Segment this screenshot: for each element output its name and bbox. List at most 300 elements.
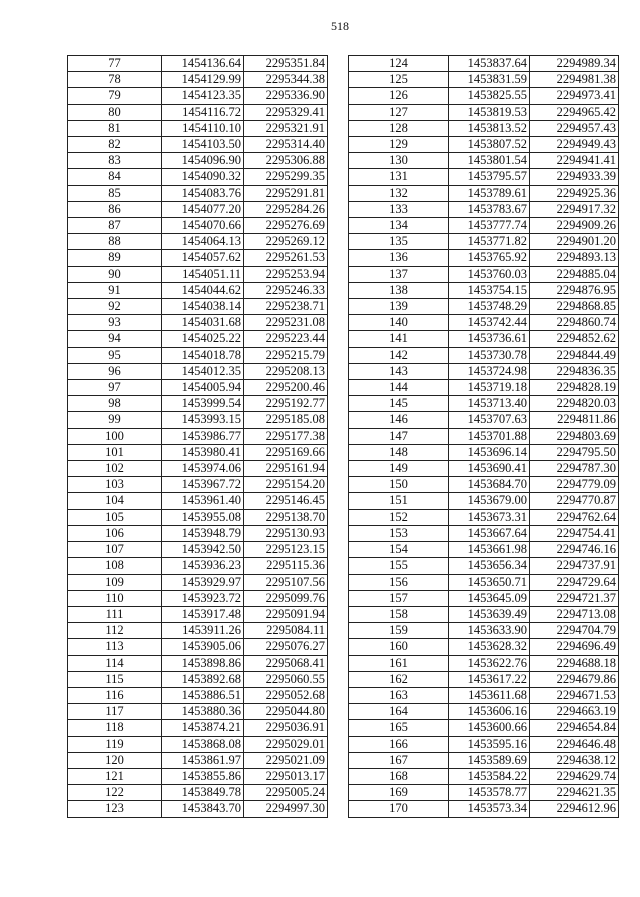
point-number-cell: 108	[68, 558, 162, 574]
table-row	[349, 120, 619, 136]
table-row	[349, 752, 619, 768]
point-number-cell: 128	[349, 120, 449, 136]
y-coordinate-cell: 2295052.68	[244, 687, 328, 703]
y-coordinate-cell: 2295146.45	[244, 493, 328, 509]
x-coordinate-cell: 1454070.66	[162, 218, 244, 234]
table-row	[68, 428, 328, 444]
coordinates-table-left	[67, 55, 328, 818]
table-row	[349, 687, 619, 703]
point-number-cell: 107	[68, 542, 162, 558]
y-coordinate-cell: 2294901.20	[530, 234, 619, 250]
table-row	[349, 412, 619, 428]
y-coordinate-cell: 2294981.38	[530, 72, 619, 88]
y-coordinate-cell: 2294836.35	[530, 363, 619, 379]
point-number-cell: 158	[349, 606, 449, 622]
x-coordinate-cell: 1453980.41	[162, 444, 244, 460]
point-number-cell: 102	[68, 461, 162, 477]
table-row	[349, 720, 619, 736]
x-coordinate-cell: 1454110.10	[162, 120, 244, 136]
x-coordinate-cell: 1453892.68	[162, 671, 244, 687]
table-row	[68, 720, 328, 736]
table-row	[68, 768, 328, 784]
point-number-cell: 147	[349, 428, 449, 444]
y-coordinate-cell: 2295253.94	[244, 266, 328, 282]
y-coordinate-cell: 2294828.19	[530, 380, 619, 396]
table-row	[68, 104, 328, 120]
y-coordinate-cell: 2294893.13	[530, 250, 619, 266]
point-number-cell: 129	[349, 137, 449, 153]
x-coordinate-cell: 1454129.99	[162, 72, 244, 88]
point-number-cell: 144	[349, 380, 449, 396]
table-row	[349, 363, 619, 379]
point-number-cell: 122	[68, 785, 162, 801]
x-coordinate-cell: 1453578.77	[449, 785, 530, 801]
y-coordinate-cell: 2294941.41	[530, 153, 619, 169]
table-row	[349, 785, 619, 801]
table-row	[68, 542, 328, 558]
point-number-cell: 141	[349, 331, 449, 347]
y-coordinate-cell: 2294638.12	[530, 752, 619, 768]
table-row	[349, 169, 619, 185]
y-coordinate-cell: 2295021.09	[244, 752, 328, 768]
x-coordinate-cell: 1454057.62	[162, 250, 244, 266]
x-coordinate-cell: 1453936.23	[162, 558, 244, 574]
point-number-cell: 120	[68, 752, 162, 768]
point-number-cell: 91	[68, 282, 162, 298]
table-row	[349, 525, 619, 541]
y-coordinate-cell: 2295005.24	[244, 785, 328, 801]
point-number-cell: 143	[349, 363, 449, 379]
x-coordinate-cell: 1453967.72	[162, 477, 244, 493]
point-number-cell: 84	[68, 169, 162, 185]
table-row	[349, 428, 619, 444]
y-coordinate-cell: 2294729.64	[530, 574, 619, 590]
point-number-cell: 97	[68, 380, 162, 396]
table-row	[349, 347, 619, 363]
table-row	[349, 299, 619, 315]
y-coordinate-cell: 2295246.33	[244, 282, 328, 298]
x-coordinate-cell: 1453696.14	[449, 444, 530, 460]
table-row	[349, 590, 619, 606]
point-number-cell: 162	[349, 671, 449, 687]
x-coordinate-cell: 1453724.98	[449, 363, 530, 379]
point-number-cell: 140	[349, 315, 449, 331]
y-coordinate-cell: 2295284.26	[244, 201, 328, 217]
y-coordinate-cell: 2294663.19	[530, 704, 619, 720]
point-number-cell: 93	[68, 315, 162, 331]
point-number-cell: 81	[68, 120, 162, 136]
point-number-cell: 127	[349, 104, 449, 120]
table-row	[68, 606, 328, 622]
point-number-cell: 88	[68, 234, 162, 250]
y-coordinate-cell: 2294612.96	[530, 801, 619, 817]
table-row	[349, 56, 619, 72]
y-coordinate-cell: 2295306.88	[244, 153, 328, 169]
point-number-cell: 114	[68, 655, 162, 671]
table-row	[349, 137, 619, 153]
point-number-cell: 106	[68, 525, 162, 541]
point-number-cell: 92	[68, 299, 162, 315]
y-coordinate-cell: 2294803.69	[530, 428, 619, 444]
x-coordinate-cell: 1453573.34	[449, 801, 530, 817]
x-coordinate-cell: 1454123.35	[162, 88, 244, 104]
point-number-cell: 89	[68, 250, 162, 266]
x-coordinate-cell: 1453993.15	[162, 412, 244, 428]
table-row	[68, 347, 328, 363]
point-number-cell: 118	[68, 720, 162, 736]
point-number-cell: 156	[349, 574, 449, 590]
point-number-cell: 101	[68, 444, 162, 460]
table-row	[349, 266, 619, 282]
table-row	[68, 266, 328, 282]
x-coordinate-cell: 1453986.77	[162, 428, 244, 444]
x-coordinate-cell: 1454005.94	[162, 380, 244, 396]
y-coordinate-cell: 2294925.36	[530, 185, 619, 201]
x-coordinate-cell: 1453905.06	[162, 639, 244, 655]
point-number-cell: 110	[68, 590, 162, 606]
point-number-cell: 168	[349, 768, 449, 784]
table-row	[349, 315, 619, 331]
x-coordinate-cell: 1453961.40	[162, 493, 244, 509]
y-coordinate-cell: 2294654.84	[530, 720, 619, 736]
point-number-cell: 111	[68, 606, 162, 622]
table-row	[349, 542, 619, 558]
table-row	[68, 461, 328, 477]
x-coordinate-cell: 1453923.72	[162, 590, 244, 606]
table-row	[68, 493, 328, 509]
y-coordinate-cell: 2294965.42	[530, 104, 619, 120]
table-row	[68, 785, 328, 801]
y-coordinate-cell: 2295351.84	[244, 56, 328, 72]
y-coordinate-cell: 2294860.74	[530, 315, 619, 331]
table-row	[349, 461, 619, 477]
table-row	[349, 72, 619, 88]
point-number-cell: 136	[349, 250, 449, 266]
table-row	[349, 623, 619, 639]
point-number-cell: 98	[68, 396, 162, 412]
y-coordinate-cell: 2295329.41	[244, 104, 328, 120]
point-number-cell: 95	[68, 347, 162, 363]
point-number-cell: 150	[349, 477, 449, 493]
x-coordinate-cell: 1454103.50	[162, 137, 244, 153]
point-number-cell: 145	[349, 396, 449, 412]
table-row	[349, 331, 619, 347]
table-row	[68, 444, 328, 460]
x-coordinate-cell: 1453855.86	[162, 768, 244, 784]
y-coordinate-cell: 2295223.44	[244, 331, 328, 347]
y-coordinate-cell: 2294770.87	[530, 493, 619, 509]
y-coordinate-cell: 2294795.50	[530, 444, 619, 460]
table-row	[349, 704, 619, 720]
point-number-cell: 151	[349, 493, 449, 509]
y-coordinate-cell: 2295169.66	[244, 444, 328, 460]
table-row	[68, 590, 328, 606]
y-coordinate-cell: 2294997.30	[244, 801, 328, 817]
y-coordinate-cell: 2295314.40	[244, 137, 328, 153]
x-coordinate-cell: 1453942.50	[162, 542, 244, 558]
point-number-cell: 146	[349, 412, 449, 428]
table-row	[68, 56, 328, 72]
point-number-cell: 160	[349, 639, 449, 655]
y-coordinate-cell: 2294737.91	[530, 558, 619, 574]
x-coordinate-cell: 1453754.15	[449, 282, 530, 298]
y-coordinate-cell: 2295060.55	[244, 671, 328, 687]
point-number-cell: 85	[68, 185, 162, 201]
x-coordinate-cell: 1453667.64	[449, 525, 530, 541]
x-coordinate-cell: 1453679.00	[449, 493, 530, 509]
x-coordinate-cell: 1453617.22	[449, 671, 530, 687]
table-row	[349, 574, 619, 590]
point-number-cell: 112	[68, 623, 162, 639]
x-coordinate-cell: 1454051.11	[162, 266, 244, 282]
point-number-cell: 77	[68, 56, 162, 72]
x-coordinate-cell: 1453813.52	[449, 120, 530, 136]
point-number-cell: 163	[349, 687, 449, 703]
point-number-cell: 130	[349, 153, 449, 169]
point-number-cell: 94	[68, 331, 162, 347]
x-coordinate-cell: 1453825.55	[449, 88, 530, 104]
table-row	[349, 509, 619, 525]
y-coordinate-cell: 2295276.69	[244, 218, 328, 234]
table-row	[68, 736, 328, 752]
table-row	[349, 88, 619, 104]
point-number-cell: 166	[349, 736, 449, 752]
point-number-cell: 105	[68, 509, 162, 525]
x-coordinate-cell: 1453661.98	[449, 542, 530, 558]
point-number-cell: 169	[349, 785, 449, 801]
y-coordinate-cell: 2295091.94	[244, 606, 328, 622]
y-coordinate-cell: 2295123.15	[244, 542, 328, 558]
x-coordinate-cell: 1453795.57	[449, 169, 530, 185]
x-coordinate-cell: 1453719.18	[449, 380, 530, 396]
y-coordinate-cell: 2294646.48	[530, 736, 619, 752]
table-row	[68, 704, 328, 720]
point-number-cell: 119	[68, 736, 162, 752]
table-row	[68, 509, 328, 525]
y-coordinate-cell: 2295261.53	[244, 250, 328, 266]
x-coordinate-cell: 1453760.03	[449, 266, 530, 282]
point-number-cell: 152	[349, 509, 449, 525]
table-row	[349, 104, 619, 120]
table-row	[349, 396, 619, 412]
y-coordinate-cell: 2294852.62	[530, 331, 619, 347]
table-row	[349, 768, 619, 784]
x-coordinate-cell: 1453600.66	[449, 720, 530, 736]
x-coordinate-cell: 1453849.78	[162, 785, 244, 801]
x-coordinate-cell: 1454083.76	[162, 185, 244, 201]
y-coordinate-cell: 2295115.36	[244, 558, 328, 574]
y-coordinate-cell: 2294704.79	[530, 623, 619, 639]
point-number-cell: 121	[68, 768, 162, 784]
x-coordinate-cell: 1453595.16	[449, 736, 530, 752]
y-coordinate-cell: 2295068.41	[244, 655, 328, 671]
y-coordinate-cell: 2295177.38	[244, 428, 328, 444]
point-number-cell: 103	[68, 477, 162, 493]
point-number-cell: 170	[349, 801, 449, 817]
point-number-cell: 134	[349, 218, 449, 234]
point-number-cell: 90	[68, 266, 162, 282]
y-coordinate-cell: 2294973.41	[530, 88, 619, 104]
page-number: 518	[331, 19, 349, 33]
y-coordinate-cell: 2294820.03	[530, 396, 619, 412]
y-coordinate-cell: 2294754.41	[530, 525, 619, 541]
table-row	[68, 412, 328, 428]
y-coordinate-cell: 2295299.35	[244, 169, 328, 185]
y-coordinate-cell: 2294762.64	[530, 509, 619, 525]
x-coordinate-cell: 1453622.76	[449, 655, 530, 671]
x-coordinate-cell: 1453837.64	[449, 56, 530, 72]
table-row	[68, 201, 328, 217]
table-row	[68, 477, 328, 493]
y-coordinate-cell: 2294989.34	[530, 56, 619, 72]
table-row	[68, 137, 328, 153]
x-coordinate-cell: 1453886.51	[162, 687, 244, 703]
table-row	[349, 671, 619, 687]
x-coordinate-cell: 1453911.26	[162, 623, 244, 639]
point-number-cell: 116	[68, 687, 162, 703]
point-number-cell: 96	[68, 363, 162, 379]
y-coordinate-cell: 2295154.20	[244, 477, 328, 493]
x-coordinate-cell: 1453639.49	[449, 606, 530, 622]
x-coordinate-cell: 1453777.74	[449, 218, 530, 234]
x-coordinate-cell: 1453650.71	[449, 574, 530, 590]
point-number-cell: 148	[349, 444, 449, 460]
table-row	[349, 477, 619, 493]
point-number-cell: 99	[68, 412, 162, 428]
x-coordinate-cell: 1453929.97	[162, 574, 244, 590]
y-coordinate-cell: 2294811.86	[530, 412, 619, 428]
y-coordinate-cell: 2294868.85	[530, 299, 619, 315]
table-row	[68, 525, 328, 541]
point-number-cell: 80	[68, 104, 162, 120]
x-coordinate-cell: 1453742.44	[449, 315, 530, 331]
x-coordinate-cell: 1454044.62	[162, 282, 244, 298]
x-coordinate-cell: 1453633.90	[449, 623, 530, 639]
x-coordinate-cell: 1453673.31	[449, 509, 530, 525]
table-row	[349, 282, 619, 298]
point-number-cell: 139	[349, 299, 449, 315]
point-number-cell: 161	[349, 655, 449, 671]
y-coordinate-cell: 2294671.53	[530, 687, 619, 703]
coordinates-table-right	[348, 55, 619, 818]
x-coordinate-cell: 1453789.61	[449, 185, 530, 201]
x-coordinate-cell: 1453606.16	[449, 704, 530, 720]
table-row	[68, 315, 328, 331]
y-coordinate-cell: 2295036.91	[244, 720, 328, 736]
y-coordinate-cell: 2295269.12	[244, 234, 328, 250]
x-coordinate-cell: 1453874.21	[162, 720, 244, 736]
x-coordinate-cell: 1453684.70	[449, 477, 530, 493]
point-number-cell: 79	[68, 88, 162, 104]
y-coordinate-cell: 2295161.94	[244, 461, 328, 477]
y-coordinate-cell: 2295013.17	[244, 768, 328, 784]
y-coordinate-cell: 2295215.79	[244, 347, 328, 363]
y-coordinate-cell: 2294779.09	[530, 477, 619, 493]
table-row	[68, 396, 328, 412]
x-coordinate-cell: 1453898.86	[162, 655, 244, 671]
point-number-cell: 131	[349, 169, 449, 185]
table-row	[68, 153, 328, 169]
point-number-cell: 125	[349, 72, 449, 88]
table-row	[68, 299, 328, 315]
table-row	[68, 185, 328, 201]
y-coordinate-cell: 2295208.13	[244, 363, 328, 379]
x-coordinate-cell: 1453917.48	[162, 606, 244, 622]
point-number-cell: 132	[349, 185, 449, 201]
table-row	[349, 493, 619, 509]
y-coordinate-cell: 2294917.32	[530, 201, 619, 217]
table-row	[68, 671, 328, 687]
y-coordinate-cell: 2294933.39	[530, 169, 619, 185]
table-row	[68, 250, 328, 266]
table-row	[68, 558, 328, 574]
x-coordinate-cell: 1453628.32	[449, 639, 530, 655]
point-number-cell: 155	[349, 558, 449, 574]
y-coordinate-cell: 2294909.26	[530, 218, 619, 234]
y-coordinate-cell: 2294629.74	[530, 768, 619, 784]
table-row	[349, 655, 619, 671]
x-coordinate-cell: 1453783.67	[449, 201, 530, 217]
x-coordinate-cell: 1453807.52	[449, 137, 530, 153]
table-row	[349, 639, 619, 655]
x-coordinate-cell: 1453645.09	[449, 590, 530, 606]
y-coordinate-cell: 2295044.80	[244, 704, 328, 720]
x-coordinate-cell: 1453748.29	[449, 299, 530, 315]
y-coordinate-cell: 2294746.16	[530, 542, 619, 558]
x-coordinate-cell: 1454038.14	[162, 299, 244, 315]
x-coordinate-cell: 1453736.61	[449, 331, 530, 347]
y-coordinate-cell: 2294721.37	[530, 590, 619, 606]
point-number-cell: 124	[349, 56, 449, 72]
y-coordinate-cell: 2295231.08	[244, 315, 328, 331]
y-coordinate-cell: 2295192.77	[244, 396, 328, 412]
point-number-cell: 83	[68, 153, 162, 169]
point-number-cell: 135	[349, 234, 449, 250]
x-coordinate-cell: 1453868.08	[162, 736, 244, 752]
x-coordinate-cell: 1453701.88	[449, 428, 530, 444]
y-coordinate-cell: 2295130.93	[244, 525, 328, 541]
x-coordinate-cell: 1453765.92	[449, 250, 530, 266]
point-number-cell: 133	[349, 201, 449, 217]
y-coordinate-cell: 2294713.08	[530, 606, 619, 622]
table-row	[349, 444, 619, 460]
point-number-cell: 165	[349, 720, 449, 736]
point-number-cell: 154	[349, 542, 449, 558]
x-coordinate-cell: 1454077.20	[162, 201, 244, 217]
table-row	[349, 380, 619, 396]
x-coordinate-cell: 1453801.54	[449, 153, 530, 169]
point-number-cell: 123	[68, 801, 162, 817]
y-coordinate-cell: 2294688.18	[530, 655, 619, 671]
x-coordinate-cell: 1454064.13	[162, 234, 244, 250]
table-row	[68, 380, 328, 396]
point-number-cell: 104	[68, 493, 162, 509]
point-number-cell: 159	[349, 623, 449, 639]
x-coordinate-cell: 1453656.34	[449, 558, 530, 574]
table-row	[68, 88, 328, 104]
table-row	[68, 234, 328, 250]
table-row	[68, 120, 328, 136]
y-coordinate-cell: 2294844.49	[530, 347, 619, 363]
table-row	[68, 331, 328, 347]
point-number-cell: 164	[349, 704, 449, 720]
y-coordinate-cell: 2295138.70	[244, 509, 328, 525]
table-row	[349, 185, 619, 201]
point-number-cell: 149	[349, 461, 449, 477]
x-coordinate-cell: 1453974.06	[162, 461, 244, 477]
y-coordinate-cell: 2295200.46	[244, 380, 328, 396]
y-coordinate-cell: 2295185.08	[244, 412, 328, 428]
